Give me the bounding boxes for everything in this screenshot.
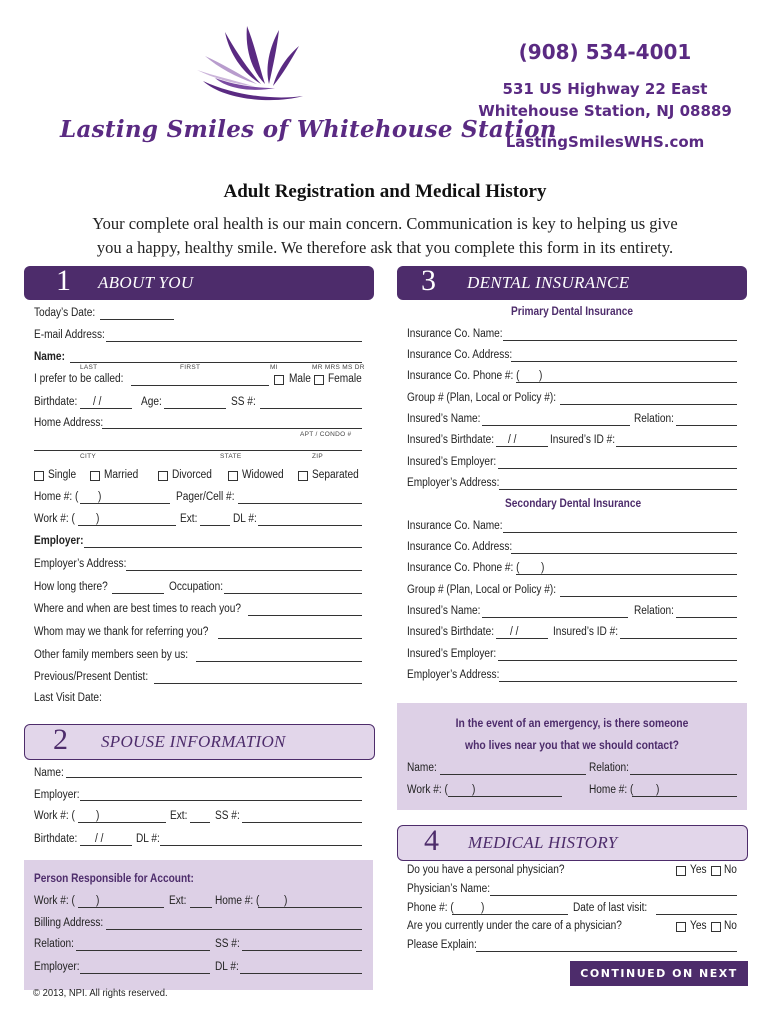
care-yes-label: Yes [690,920,707,932]
care-no-label: No [724,920,737,932]
p-insured-name-label: Insured’s Name: [407,413,481,425]
p-ins-phone-paren: ) [539,370,543,382]
s-insured-name-label: Insured’s Name: [407,605,481,617]
emergency-name-field[interactable] [440,774,586,775]
p-relation-label: Relation: [634,413,674,425]
divorced-checkbox[interactable] [158,471,168,481]
secondary-insurance-heading: Secondary Dental Insurance [505,498,642,510]
ss-field[interactable] [260,408,362,409]
spouse-name-label: Name: [34,767,64,779]
resp-relation-label: Relation: [34,938,74,950]
best-times-label: Where and when are best times to reach you? [34,603,242,615]
employer-field[interactable] [84,547,362,548]
section-number: 2 [53,723,68,756]
apt-caption: APT / CONDO # [300,431,352,438]
todays-date-label: Today’s Date: [34,307,96,319]
p-birthdate-slashes: / / [508,434,517,446]
s-insured-id-label: Insured’s ID #: [553,626,619,638]
explain-field[interactable] [476,951,737,952]
physician-no-checkbox[interactable] [711,866,721,876]
resp-home-label: Home #: ( [215,895,260,907]
s-insured-birthdate-field[interactable] [496,638,548,639]
male-label: Male [289,373,311,385]
zip-caption: ZIP [312,453,324,460]
continued-banner: CONTINUED ON NEXT PAGE [570,961,748,986]
prev-dentist-field[interactable] [154,683,362,684]
separated-label: Separated [312,469,359,481]
emergency-home-field[interactable] [632,796,737,797]
p-insured-employer-label: Insured’s Employer: [407,456,497,468]
age-field[interactable] [164,408,226,409]
explain-label: Please Explain: [407,939,477,951]
spouse-ss-field[interactable] [242,822,362,823]
resp-work-paren: ) [96,895,100,907]
single-label: Single [48,469,77,481]
s-birthdate-slashes: / / [510,626,519,638]
emergency-work-paren: ) [472,784,476,796]
p-ins-address-field[interactable] [511,361,737,362]
p-insured-name-field[interactable] [482,425,630,426]
s-ins-phone-field[interactable] [516,574,737,575]
s-employer-address-field[interactable] [499,681,737,682]
emergency-relation-field[interactable] [630,774,737,775]
ss-label: SS #: [231,396,256,408]
emergency-work-label: Work #: ( [407,784,448,796]
spouse-dl-label: DL #: [136,833,160,845]
billing-label: Billing Address: [34,917,104,929]
section-4-header [397,825,748,861]
physician-last-visit-label: Date of last visit: [573,902,648,914]
p-insured-employer-field[interactable] [498,468,737,469]
physician-yes-label: Yes [690,864,707,876]
p-employer-address-label: Employer’s Address: [407,477,500,489]
logo-lotus-icon [195,26,305,108]
birthdate-label: Birthdate: [34,396,78,408]
employer-address-field[interactable] [126,570,362,571]
resp-ext-label: Ext: [169,895,187,907]
work-phone-field[interactable] [78,525,176,526]
female-label: Female [328,373,362,385]
family-field[interactable] [196,661,362,662]
name-first-caption: FIRST [180,364,201,371]
spouse-work-label: Work #: ( [34,810,75,822]
s-ins-address-field[interactable] [511,553,737,554]
intro-line-2: you a happy, healthy smile. We therefore ask that you complete this form in its entirety. [96,238,674,257]
physician-phone-paren: ) [481,902,485,914]
section-title: MEDICAL HISTORY [468,833,618,852]
emergency-name-label: Name: [407,762,437,774]
dl-field[interactable] [258,525,362,526]
care-question: Are you currently under the care of a physician? [407,920,622,932]
s-relation-label: Relation: [634,605,674,617]
resp-work-label: Work #: ( [34,895,75,907]
p-relation-field[interactable] [676,425,737,426]
state-caption: STATE [220,453,242,460]
emergency-note [415,713,730,757]
address-line-1: 531 US Highway 22 East [502,80,708,98]
work-phone-paren: ) [96,513,100,525]
s-ins-address-label: Insurance Co. Address: [407,541,513,553]
emergency-home-paren: ) [656,784,660,796]
s-insured-birthdate-label: Insured’s Birthdate: [407,626,495,638]
address-line-2: Whitehouse Station, NJ 08889 [478,102,732,120]
section-2-header [24,724,375,760]
home-phone-label: Home #: ( [34,491,79,503]
section-title: SPOUSE INFORMATION [101,732,286,751]
section-number: 3 [421,264,436,297]
s-ins-name-label: Insurance Co. Name: [407,520,503,532]
spouse-work-paren: ) [96,810,100,822]
spouse-work-field[interactable] [78,822,166,823]
birthdate-slashes: / / [93,396,102,408]
care-no-checkbox[interactable] [711,922,721,932]
p-ins-name-label: Insurance Co. Name: [407,328,503,340]
physician-phone-label: Phone #: ( [407,902,454,914]
responsible-heading: Person Responsible for Account: [34,873,194,885]
emergency-relation-label: Relation: [589,762,629,774]
emergency-home-label: Home #: ( [589,784,634,796]
s-group-field[interactable] [560,596,737,597]
emergency-work-field[interactable] [448,796,562,797]
city-state-zip-field[interactable] [34,450,362,451]
p-insured-id-label: Insured’s ID #: [550,434,616,446]
p-insured-birthdate-label: Insured’s Birthdate: [407,434,495,446]
physician-no-label: No [724,864,737,876]
p-group-label: Group # (Plan, Local or Policy #): [407,392,557,404]
s-insured-employer-label: Insured’s Employer: [407,648,497,660]
how-long-field[interactable] [112,593,164,594]
email-label: E-mail Address: [34,329,105,341]
emergency-note-line-1: In the event of an emergency, is there someone [455,718,689,730]
home-address-field[interactable] [102,428,362,429]
referral-label: Whom may we thank for referring you? [34,626,209,638]
practice-phone: (908) 534-4001 [518,40,692,64]
married-checkbox[interactable] [90,471,100,481]
physician-question: Do you have a personal physician? [407,864,565,876]
billing-field[interactable] [106,929,362,930]
section-title: DENTAL INSURANCE [467,273,630,292]
section-1-header [24,266,374,300]
s-insured-id-field[interactable] [620,638,737,639]
physician-name-field[interactable] [490,895,737,896]
name-field[interactable] [70,362,362,363]
resp-home-field[interactable] [258,907,362,908]
spouse-dl-field[interactable] [160,845,362,846]
last-visit-label: Last Visit Date: [34,692,102,704]
section-number: 1 [56,264,71,297]
p-ins-name-field[interactable] [503,340,737,341]
s-ins-phone-paren: ) [541,562,545,574]
practice-address [470,78,740,122]
resp-relation-field[interactable] [76,950,210,951]
resp-ext-field[interactable] [190,907,212,908]
resp-ss-label: SS #: [215,938,240,950]
s-group-label: Group # (Plan, Local or Policy #): [407,584,557,596]
resp-dl-label: DL #: [215,961,239,973]
spouse-birthdate-field[interactable] [80,845,132,846]
divorced-label: Divorced [172,469,212,481]
s-ins-phone-label: Insurance Co. Phone #: ( [407,562,520,574]
p-insured-id-field[interactable] [616,446,737,447]
best-times-field[interactable] [248,615,362,616]
occupation-label: Occupation: [169,581,224,593]
p-ins-phone-field[interactable] [516,382,737,383]
employer-address-label: Employer’s Address: [34,558,127,570]
intro-text [70,212,700,260]
s-employer-address-label: Employer’s Address: [407,669,500,681]
city-caption: CITY [80,453,97,460]
prefer-label: I prefer to be called: [34,373,124,385]
spouse-name-field[interactable] [66,777,362,778]
practice-name: Lasting Smiles of Whitehouse Station [60,116,557,143]
practice-website: LastingSmilesWHS.com [505,133,705,151]
male-checkbox[interactable] [274,375,284,385]
work-phone-label: Work #: ( [34,513,75,525]
spouse-birthdate-label: Birthdate: [34,833,78,845]
s-relation-field[interactable] [676,617,737,618]
resp-home-paren: ) [284,895,288,907]
physician-phone-field[interactable] [452,914,568,915]
spouse-ext-field[interactable] [190,822,210,823]
pager-field[interactable] [238,503,362,504]
section-3-header [397,266,747,300]
dl-label: DL #: [233,513,257,525]
name-mi-caption: MI [270,364,278,371]
family-label: Other family members seen by us: [34,649,189,661]
pager-label: Pager/Cell #: [176,491,235,503]
physician-yes-checkbox[interactable] [676,866,686,876]
female-checkbox[interactable] [314,375,324,385]
prefer-field[interactable] [131,385,269,386]
s-ins-name-field[interactable] [503,532,737,533]
copyright: © 2013, NPI. All rights reserved. [33,987,168,999]
name-label: Name: [34,351,65,363]
separated-checkbox[interactable] [298,471,308,481]
form-title: Adult Registration and Medical History [223,181,547,202]
p-ins-phone-label: Insurance Co. Phone #: ( [407,370,520,382]
physician-name-label: Physician’s Name: [407,883,491,895]
home-phone-paren: ) [98,491,102,503]
todays-date-field[interactable] [100,319,174,320]
p-employer-address-field[interactable] [499,489,737,490]
name-last-caption: LAST [80,364,98,371]
physician-last-visit-field[interactable] [656,914,737,915]
p-ins-address-label: Insurance Co. Address: [407,349,513,361]
spouse-employer-label: Employer: [34,789,80,801]
p-group-field[interactable] [560,404,737,405]
s-insured-employer-field[interactable] [498,660,737,661]
prev-dentist-label: Previous/Present Dentist: [34,671,149,683]
birthdate-field[interactable] [80,408,132,409]
name-titles-caption: MR MRS MS DR [312,364,365,371]
emergency-note-line-2: who lives near you that we should contact? [465,740,679,752]
spouse-ext-label: Ext: [170,810,188,822]
intro-line-1: Your complete oral health is our main concern. Communication is key to helping us give [92,214,678,233]
ext-label: Ext: [180,513,198,525]
spouse-ss-label: SS #: [215,810,240,822]
s-insured-name-field[interactable] [482,617,628,618]
spouse-employer-field[interactable] [80,800,362,801]
resp-ss-field[interactable] [242,950,362,951]
how-long-label: How long there? [34,581,108,593]
care-yes-checkbox[interactable] [676,922,686,932]
resp-employer-label: Employer: [34,961,80,973]
home-address-label: Home Address: [34,417,104,429]
primary-insurance-heading: Primary Dental Insurance [511,306,634,318]
home-phone-field[interactable] [80,503,170,504]
age-label: Age: [141,396,162,408]
email-field[interactable] [106,341,362,342]
widowed-label: Widowed [242,469,284,481]
ext-field[interactable] [200,525,230,526]
married-label: Married [104,469,139,481]
spouse-birthdate-slashes: / / [95,833,104,845]
widowed-checkbox[interactable] [228,471,238,481]
resp-employer-field[interactable] [80,973,210,974]
occupation-field[interactable] [224,593,362,594]
single-checkbox[interactable] [34,471,44,481]
p-insured-birthdate-field[interactable] [496,446,548,447]
referral-field[interactable] [218,638,362,639]
resp-dl-field[interactable] [240,973,362,974]
section-number: 4 [424,824,439,857]
employer-label: Employer: [34,535,84,547]
section-title: ABOUT YOU [98,273,194,292]
resp-work-field[interactable] [78,907,164,908]
